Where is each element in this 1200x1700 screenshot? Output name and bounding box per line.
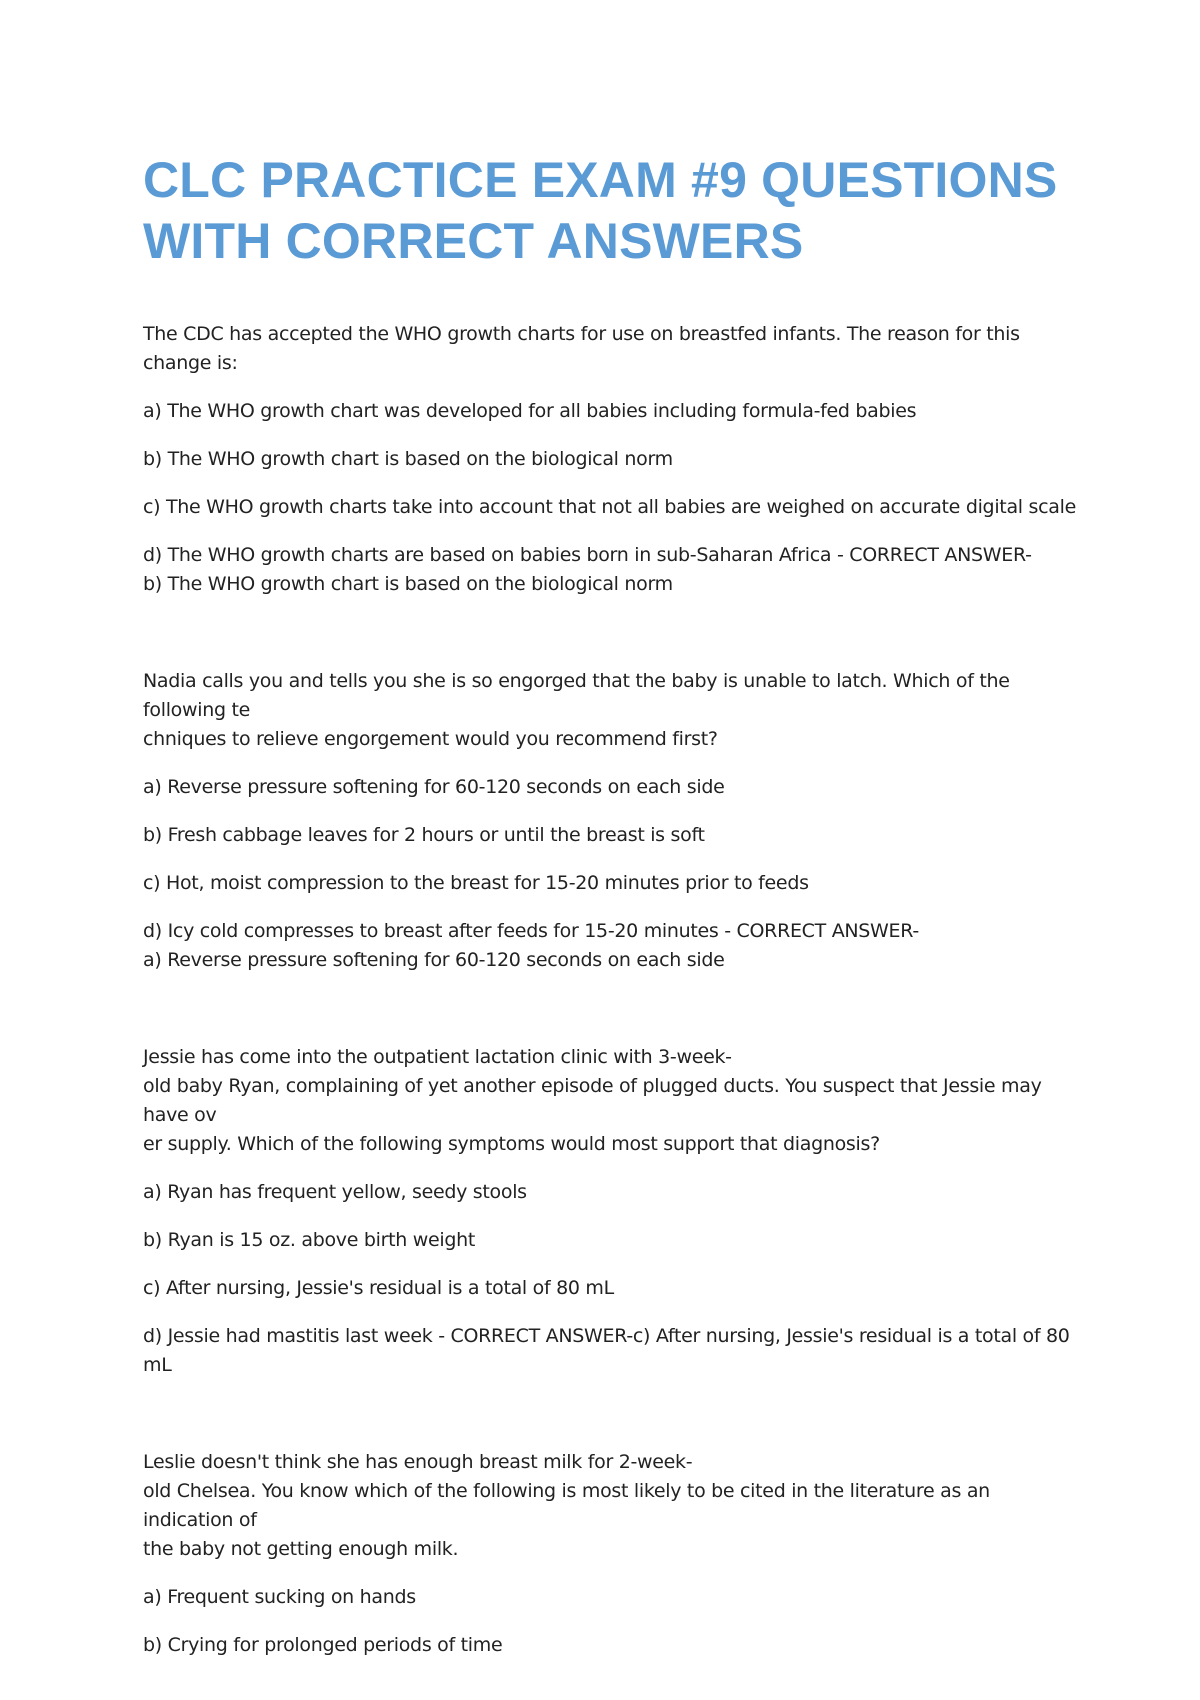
question-block-1 (143, 320, 1083, 599)
answer-option: a) Ryan has frequent yellow, seedy stools (143, 1181, 527, 1203)
question-stem: Leslie doesn't think she has enough breast milk for 2-week- old Chelsea. You know which of the following is most likely to be cited in the literature as an indication of the baby not getting enough milk. (143, 1451, 990, 1560)
question-stem: Nadia calls you and tells you she is so engorged that the baby is unable to latch. Which of the following te chniques to relieve engorgement would you recommend first? (143, 670, 1010, 750)
question-block-3 (143, 1043, 1083, 1380)
answer-option: c) After nursing, Jessie's residual is a total of 80 mL (143, 1277, 614, 1299)
answer-option: a) The WHO growth chart was developed for all babies including formula-fed babies (143, 400, 917, 422)
question-block-4 (143, 1448, 1083, 1660)
spacer (143, 975, 1083, 1043)
answer-option-with-correct-answer: d) The WHO growth charts are based on babies born in sub-Saharan Africa - CORRECT ANSWER- b) The WHO growth chart is based on the biological norm (143, 544, 1032, 595)
document-body (143, 320, 1083, 1679)
spacer (143, 599, 1083, 667)
answer-option: b) Ryan is 15 oz. above birth weight (143, 1229, 475, 1251)
answer-option: a) Frequent sucking on hands (143, 1586, 416, 1608)
answer-option: c) Hot, moist compression to the breast for 15-20 minutes prior to feeds (143, 872, 809, 894)
answer-option-with-correct-answer: d) Icy cold compresses to breast after feeds for 15-20 minutes - CORRECT ANSWER- a) Reverse pressure softening for 60-120 seconds on each side (143, 920, 919, 971)
answer-option: b) Fresh cabbage leaves for 2 hours or until the breast is soft (143, 824, 705, 846)
answer-option-with-correct-answer: d) Jessie had mastitis last week - CORRECT ANSWER-c) After nursing, Jessie's residual is a total of 80 mL (143, 1325, 1070, 1376)
question-stem: Jessie has come into the outpatient lactation clinic with 3-week- old baby Ryan, complaining of yet another episode of plugged ducts. You suspect that Jessie may have ov er supply. Which of the following symptoms would most support that diagnosis? (143, 1046, 1042, 1155)
question-stem: The CDC has accepted the WHO growth charts for use on breastfed infants. The reason for this change is: (143, 323, 1020, 374)
answer-option: b) The WHO growth chart is based on the biological norm (143, 448, 673, 470)
spacer (143, 1380, 1083, 1448)
answer-option: c) The WHO growth charts take into account that not all babies are weighed on accurate digital scale (143, 496, 1076, 518)
question-block-2 (143, 667, 1083, 975)
answer-option: b) Crying for prolonged periods of time (143, 1634, 503, 1656)
answer-option: a) Reverse pressure softening for 60-120 seconds on each side (143, 776, 725, 798)
page-title: CLC PRACTICE EXAM #9 QUESTIONS WITH CORRECT ANSWERS (143, 152, 1058, 269)
